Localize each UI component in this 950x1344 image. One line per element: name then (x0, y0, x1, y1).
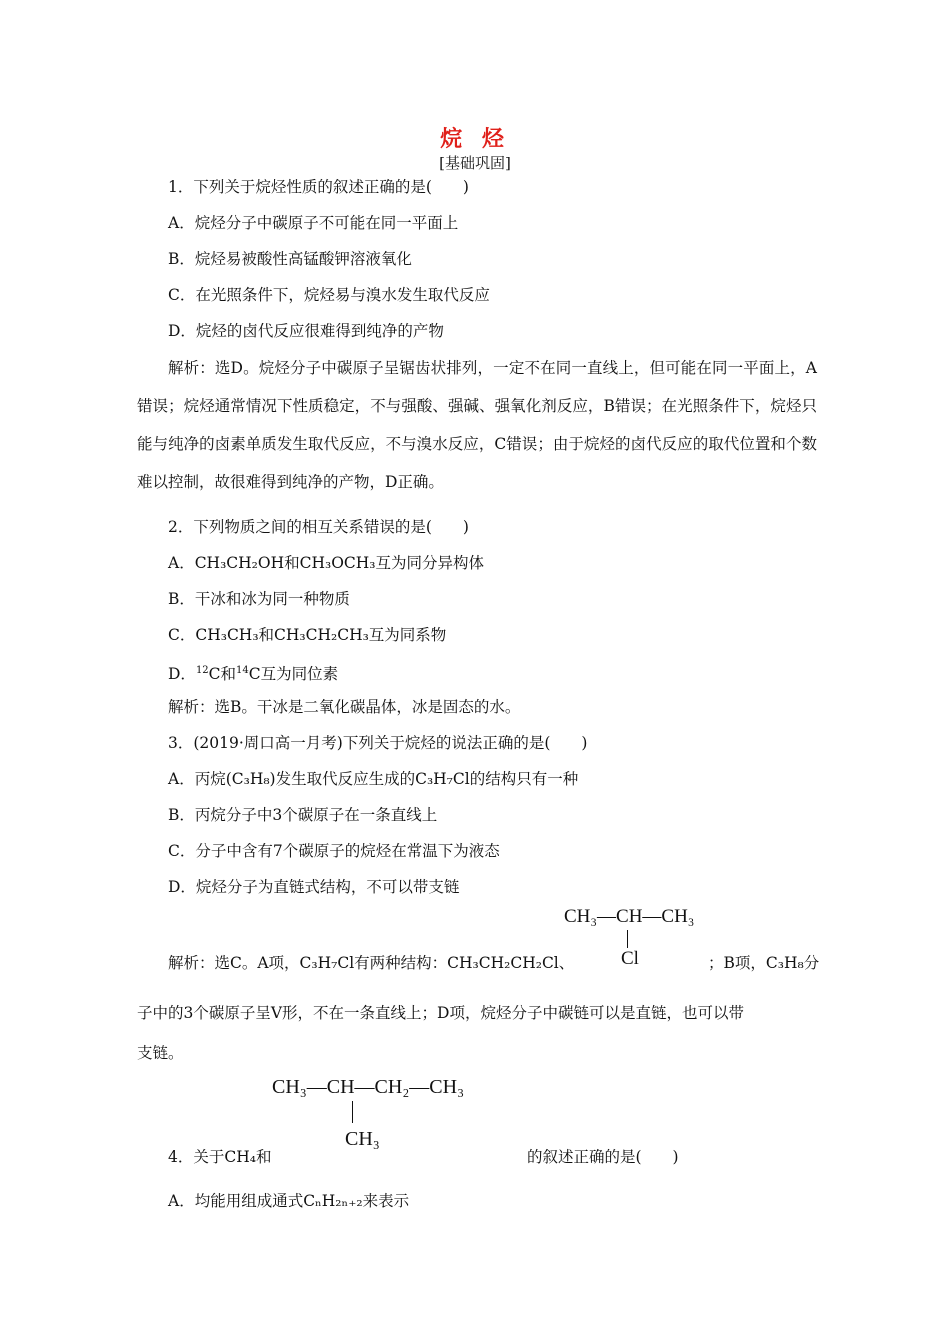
q1-option-b: B．烷烃易被酸性高锰酸钾溶液氧化 (168, 250, 412, 268)
q4-stem-start: 4．关于CH₄和 (168, 1148, 272, 1166)
q3-analysis-tail: ；B项，C₃H₈分 (708, 954, 820, 972)
q3-analysis-line-2: 子中的3个碳原子呈V形，不在一条直线上；D项，烷烃分子中碳链可以是直链，也可以带 (137, 1004, 744, 1022)
chloropropane-branch: Cl (621, 948, 639, 969)
q3-analysis-line-3: 支链。 (137, 1044, 184, 1062)
q4-option-a: A．均能用组成通式CₙH₂ₙ₊₂来表示 (168, 1192, 410, 1210)
q3-analysis-start: 解析：选C。A项，C₃H₇Cl有两种结构：CH₃CH₂CH₂Cl、 (168, 954, 575, 972)
q3-option-a: A．丙烷(C₃H₈)发生取代反应生成的C₃H₇Cl的结构只有一种 (168, 770, 579, 788)
methylbutane-bond (352, 1101, 353, 1123)
q1-option-c: C．在光照条件下，烷烃易与溴水发生取代反应 (168, 286, 490, 304)
page-title: 烷 烃 (440, 126, 510, 152)
q3-option-b: B．丙烷分子中3个碳原子在一条直线上 (168, 806, 438, 824)
q2-option-b: B．干冰和冰为同一种物质 (168, 590, 350, 608)
q2-option-d-prefix: D． (168, 665, 196, 684)
q2-stem: 2．下列物质之间的相互关系错误的是( ) (168, 518, 469, 536)
q3-option-c: C．分子中含有7个碳原子的烷烃在常温下为液态 (168, 842, 500, 860)
q1-option-d: D．烷烃的卤代反应很难得到纯净的产物 (168, 322, 444, 340)
q2-option-d-text-1: C和 (208, 665, 237, 684)
q2-option-d (168, 660, 338, 685)
mass-number-12: 12 (195, 665, 209, 676)
methylbutane-branch: CH₃ (345, 1128, 380, 1150)
methylbutane-main-chain: CH₃—CH—CH₂—CH₃ (272, 1076, 465, 1098)
section-subtitle: [基础巩固] (439, 154, 511, 172)
q3-stem: 3．(2019·周口高一月考)下列关于烷烃的说法正确的是( ) (168, 734, 588, 752)
q2-option-c: C．CH₃CH₃和CH₃CH₂CH₃互为同系物 (168, 626, 447, 644)
chloropropane-bond (627, 930, 628, 948)
q1-option-a: A．烷烃分子中碳原子不可能在同一平面上 (168, 214, 459, 232)
q4-stem-end: 的叙述正确的是( ) (527, 1148, 679, 1166)
q2-option-d-text-2: C互为同位素 (248, 665, 339, 684)
mass-number-14: 14 (236, 665, 249, 676)
q1-stem: 1．下列关于烷烃性质的叙述正确的是( ) (168, 178, 469, 196)
q3-option-d: D．烷烃分子为直链式结构，不可以带支链 (168, 878, 460, 896)
q2-option-a: A．CH₃CH₂OH和CH₃OCH₃互为同分异构体 (168, 554, 484, 572)
chloropropane-main-chain: CH₃—CH—CH₃ (564, 906, 695, 927)
q2-analysis: 解析：选B。干冰是二氧化碳晶体，冰是固态的水。 (168, 698, 521, 716)
q1-analysis: 解析：选D。烷烃分子中碳原子呈锯齿状排列，一定不在同一直线上，但可能在同一平面上，A错误；烷烃通常情况下性质稳定，不与强酸、强碱、强氧化剂反应，B错误；在光照条件下，烷烃只能与纯净的卤素单质发生取代反应，不与溴水反应，C错误；由于烷烃的卤代反应的取代位置和个数难以控制，故很难得到纯净的产物，D正确。 (137, 359, 817, 491)
